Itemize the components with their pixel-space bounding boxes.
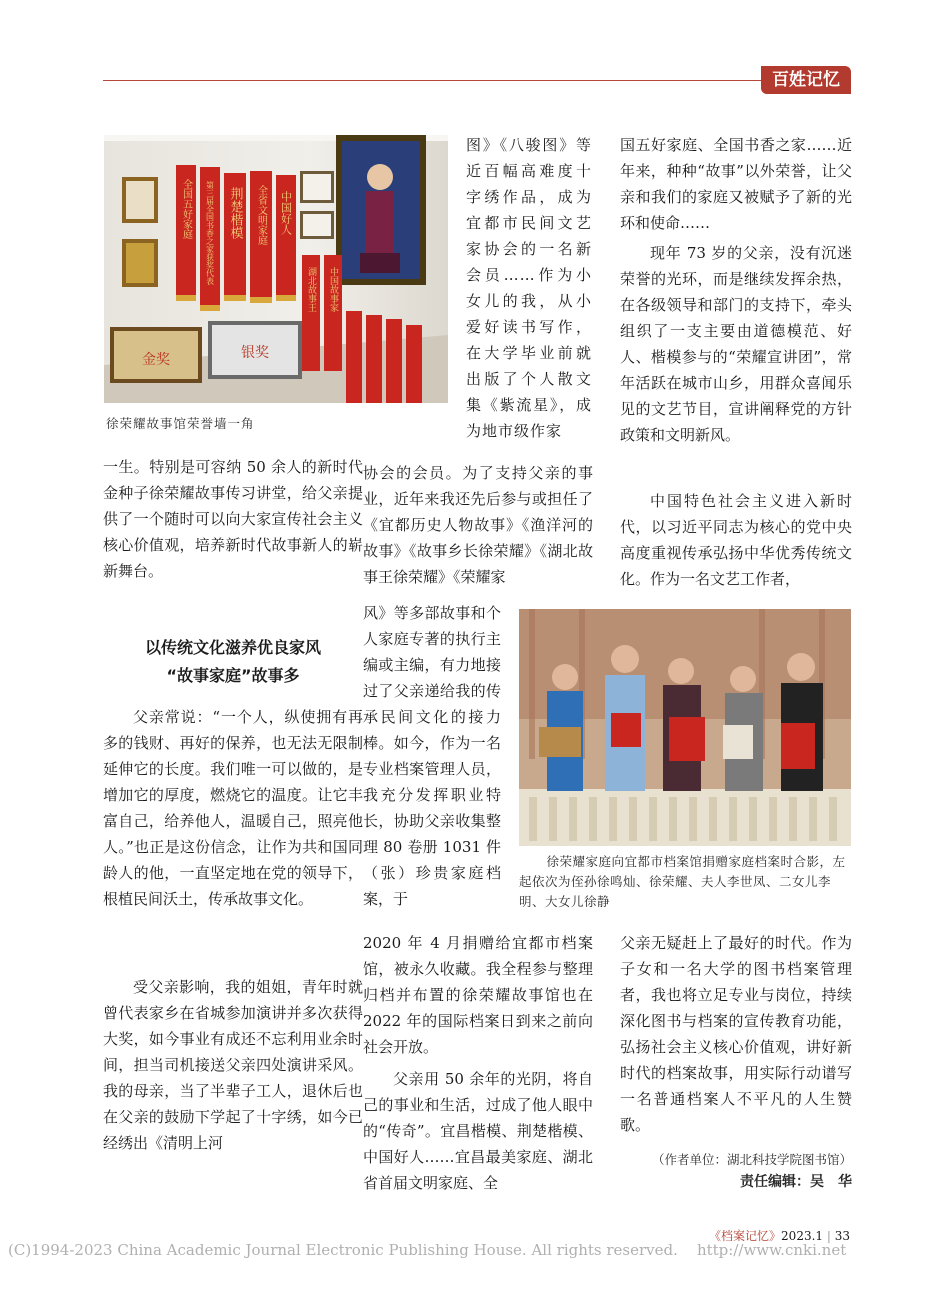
section-heading: “故事家庭”故事多 bbox=[166, 666, 300, 685]
donation-illustration bbox=[519, 609, 851, 846]
honor-wall-photo bbox=[104, 135, 448, 403]
plaque-text: 金奖 bbox=[142, 352, 170, 368]
section-tag: 百姓记忆 bbox=[761, 66, 851, 94]
paragraph: 协会的会员。为了支持父亲的事业，近年来我还先后参与或担任了《宜都历史人物故事》《渔洋河的故事》《故事乡长徐荣耀》《湖北故事王徐荣耀》《荣耀家 bbox=[363, 464, 593, 586]
paragraph: 一生。特别是可容纳 50 余人的新时代金种子徐荣耀故事传习讲堂，给父亲提供了一个随时可以向大家宣传社会主义核心价值观，培养新时代故事新人的崭新舞台。 bbox=[103, 458, 363, 580]
photo-caption: 徐荣耀故事馆荣誉墙一角 bbox=[106, 416, 255, 431]
paragraph: 2020 年 4 月捐赠给宜都市档案馆，被永久收藏。我全程参与整理归档并布置的徐荣耀故事馆也在 2022 年的国际档案日到来之前向社会开放。 bbox=[363, 934, 593, 1056]
footer-issue: 2023.1 bbox=[781, 1229, 824, 1243]
banner-text: 全省文明家庭 bbox=[255, 185, 267, 245]
footer-journal: 《档案记忆》 bbox=[709, 1229, 782, 1243]
paragraph: 受父亲影响，我的姐姐，青年时就曾代表家乡在省城参加演讲并多次获得大奖，如今事业有成还不忘利用业余时间，担当司机接送父亲四处演讲采风。我的母亲，当了半辈子工人，退休后也在父亲的鼓励下学起了十字绣，如今已经绣出《清明上河 bbox=[103, 978, 363, 1152]
banner-text: 湖北故事王 bbox=[306, 267, 316, 312]
footer: 《档案记忆》2023.1 | 33 bbox=[709, 1229, 850, 1243]
paragraph: 父亲用 50 余年的光阴，将自己的事业和生活，过成了他人眼中的“传奇”。宜昌楷模、荆楚楷模、中国好人……宜昌最美家庭、湖北省首届文明家庭、全 bbox=[363, 1070, 593, 1192]
author-affiliation: （作者单位：湖北科技学院图书馆） bbox=[651, 1152, 852, 1167]
banner-text: 中国好人 bbox=[279, 191, 293, 235]
banner-text: 中国故事家 bbox=[328, 267, 338, 312]
paragraph: 父亲常说：“一个人，纵使拥有再多的钱财、再好的保养，也无法无限制延伸它的长度。我们唯一可以做的，是增加它的厚度，燃烧它的温度。让它丰富自己，给养他人，温暖自己，照亮他人。”也正是这份信念，让作为共和国同龄人的他，一直坚定地在党的领导下，根植民间沃土，传承故事文化。 bbox=[103, 708, 363, 908]
honor-wall-illustration bbox=[104, 135, 448, 403]
banner-text: 第三届全国书香之家获奖代表 bbox=[205, 181, 215, 285]
paragraph: 现年 73 岁的父亲，没有沉迷荣誉的光环，而是继续发挥余热，在各级领导和部门的支持下，牵头组织了一支主要由道德模范、好人、楷模参与的“荣耀宣讲团”，常年活跃在城市山乡，用群众喜闻乐见的文艺节目，宣讲阐释党的方针政策和文明新风。 bbox=[620, 244, 852, 444]
section-heading: 以传统文化滋养优良家风 bbox=[144, 638, 321, 657]
editor-credit: 责任编辑：吴 华 bbox=[740, 1174, 852, 1190]
paragraph: 中国特色社会主义进入新时代，以习近平同志为核心的党中央高度重视传承弘扬中华优秀传统文化。作为一名文艺工作者， bbox=[620, 492, 852, 588]
page-number: 33 bbox=[834, 1229, 850, 1243]
paragraph: 国五好家庭、全国书香之家……近年来，种种“故事”以外荣誉，让父亲和我们的家庭又被赋予了新的光环和使命…… bbox=[620, 136, 852, 232]
copyright-notice: (C)1994-2023 China Academic Journal Electronic Publishing House. All rights reserved. http://www.cnki.net bbox=[8, 1241, 847, 1259]
paragraph: 父亲无疑赶上了最好的时代。作为子女和一名大学的图书档案管理者，我也将立足专业与岗位，持续深化图书与档案的宣传教育功能，弘扬社会主义核心价值观，讲好新时代的档案故事，用实际行动谱写一名普通档案人不平凡的人生赞歌。 bbox=[620, 934, 852, 1134]
header-rule bbox=[103, 80, 763, 81]
plaque-text: 银奖 bbox=[241, 345, 269, 361]
banner-text: 全国五好家庭 bbox=[180, 179, 192, 239]
paragraph: 风》等多部故事和个人家庭专著的执行主编或主编，有力地接过了父亲递给我的传承民间文化的接力棒。如今，作为一名专业档案管理人员，我充分发挥职业特长，协助父亲收集整理 80 卷册 1031 件（张）珍贵家庭档案，于 bbox=[363, 604, 501, 908]
banner-text: 荆楚楷模 bbox=[227, 187, 243, 239]
photo-caption: 徐荣耀家庭向宜都市档案馆捐赠家庭档案时合影，左起依次为侄孙徐鸣灿、徐荣耀、夫人李世凤、二女儿李明、大女儿徐静 bbox=[519, 854, 846, 909]
paragraph: 图》《八骏图》等近百幅高难度十字绣作品，成为宜都市民间文艺家协会的一名新会员……作为小女儿的我，从小爱好读书写作，在大学毕业前就出版了个人散文集《紫流星》，成为地市级作家 bbox=[466, 136, 592, 440]
donation-photo bbox=[519, 609, 851, 846]
